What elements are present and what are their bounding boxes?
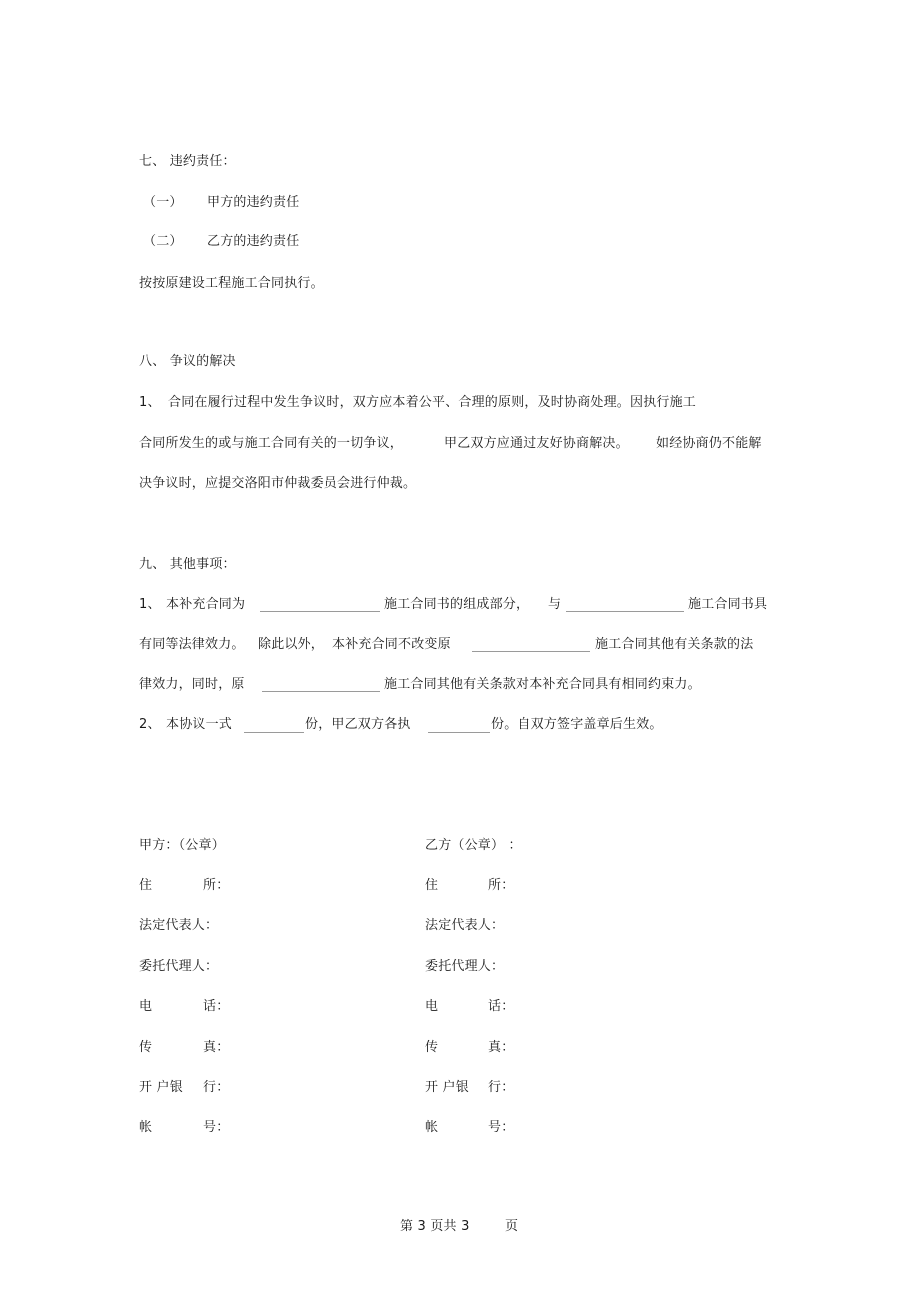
section-8-p1-line2b: 甲乙双方应通过友好协商解决。 xyxy=(444,436,629,451)
party-b-fax-label-2: 真： xyxy=(488,1040,515,1055)
party-b-legal-rep-label: 法定代表人： xyxy=(425,918,505,933)
section-7-sub2-number: （二） xyxy=(143,234,183,249)
blank-copies-total[interactable] xyxy=(244,720,304,733)
party-a-fax-label-1: 传 xyxy=(139,1040,153,1055)
section-9-p1-text-a: 本补充合同为 xyxy=(166,597,246,612)
section-9-p2-text-b: 份，甲乙双方各执 xyxy=(305,717,411,732)
party-b-bank-label-2: 行： xyxy=(488,1080,515,1095)
section-9-p1-number: 1、 xyxy=(139,597,161,612)
party-a-phone-label-1: 电 xyxy=(139,999,153,1014)
section-8-p1-line2c: 如经协商仍不能解 xyxy=(656,436,762,451)
party-b-phone-label-2: 话： xyxy=(488,999,515,1014)
party-b-bank-label-1: 开 户银 xyxy=(425,1080,469,1095)
party-a-title: 甲方：（公章） xyxy=(139,838,225,853)
party-a-bank-label-2: 行： xyxy=(203,1080,230,1095)
section-9-p1-text-i: 律效力，同时，原 xyxy=(139,677,245,692)
section-7-sub1-text: 甲方的违约责任 xyxy=(207,195,300,210)
party-b-title: 乙方（公章） ： xyxy=(425,838,522,853)
section-7-heading: 七、 违约责任： xyxy=(139,154,236,169)
section-9-p1-text-b: 施工合同书的组成部分， xyxy=(384,597,530,612)
section-8-p1-line1: 合同在履行过程中发生争议时，双方应本着公平、合理的原则，及时协商处理。因执行施工 xyxy=(168,395,697,410)
party-b-fax-label-1: 传 xyxy=(425,1040,439,1055)
section-9-p2-text-a: 本协议一式 xyxy=(166,717,233,732)
party-a-fax-label-2: 真： xyxy=(203,1040,230,1055)
section-7-sub1-number: （一） xyxy=(143,195,183,210)
blank-contract-name-4[interactable] xyxy=(262,679,380,692)
party-a-bank-label-1: 开 户银 xyxy=(139,1080,183,1095)
section-9-p2-text-c: 份。自双方签字盖章后生效。 xyxy=(491,717,663,732)
party-a-address-label-2: 所： xyxy=(203,878,230,893)
section-9-heading: 九、 其他事项： xyxy=(139,557,236,572)
party-a-phone-label-2: 话： xyxy=(203,999,230,1014)
party-a-legal-rep-label: 法定代表人： xyxy=(139,918,219,933)
section-9-p1-text-e: 有同等法律效力。 xyxy=(139,637,245,652)
page-number-suffix: 页 xyxy=(505,1219,519,1234)
section-7-body: 按按原建设工程施工合同执行。 xyxy=(139,276,324,291)
section-8-p1-number: 1、 xyxy=(139,395,161,410)
party-a-account-label-1: 帐 xyxy=(139,1120,153,1135)
party-b-account-label-1: 帐 xyxy=(425,1120,439,1135)
party-a-agent-label: 委托代理人： xyxy=(139,959,219,974)
party-a-account-label-2: 号： xyxy=(203,1120,230,1135)
section-8-heading: 八、 争议的解决 xyxy=(139,354,236,369)
blank-contract-name-2[interactable] xyxy=(566,599,684,612)
party-b-address-label-2: 所： xyxy=(488,878,515,893)
section-9-p1-text-h: 施工合同其他有关条款的法 xyxy=(595,637,754,652)
party-b-phone-label-1: 电 xyxy=(425,999,439,1014)
page-number-text: 第 3 页共 3 xyxy=(400,1219,470,1234)
blank-contract-name-3[interactable] xyxy=(472,639,590,652)
section-9-p1-text-j: 施工合同其他有关条款对本补充合同具有相同约束力。 xyxy=(384,677,701,692)
section-9-p1-text-f: 除此以外， xyxy=(258,637,325,652)
section-9-p1-text-g: 本补充合同不改变原 xyxy=(332,637,451,652)
section-8-p1-line2a: 合同所发生的或与施工合同有关的一切争议， xyxy=(139,436,404,451)
blank-contract-name-1[interactable] xyxy=(260,599,380,612)
party-b-address-label-1: 住 xyxy=(425,878,439,893)
party-a-address-label-1: 住 xyxy=(139,878,153,893)
party-b-agent-label: 委托代理人： xyxy=(425,959,505,974)
section-9-p1-text-d: 施工合同书具 xyxy=(688,597,768,612)
section-8-p1-line3: 决争议时，应提交洛阳市仲裁委员会进行仲裁。 xyxy=(139,476,417,491)
party-b-account-label-2: 号： xyxy=(488,1120,515,1135)
section-7-sub2-text: 乙方的违约责任 xyxy=(207,234,300,249)
blank-copies-each[interactable] xyxy=(428,720,490,733)
section-9-p2-number: 2、 xyxy=(139,717,161,732)
section-9-p1-text-c: 与 xyxy=(548,597,562,612)
